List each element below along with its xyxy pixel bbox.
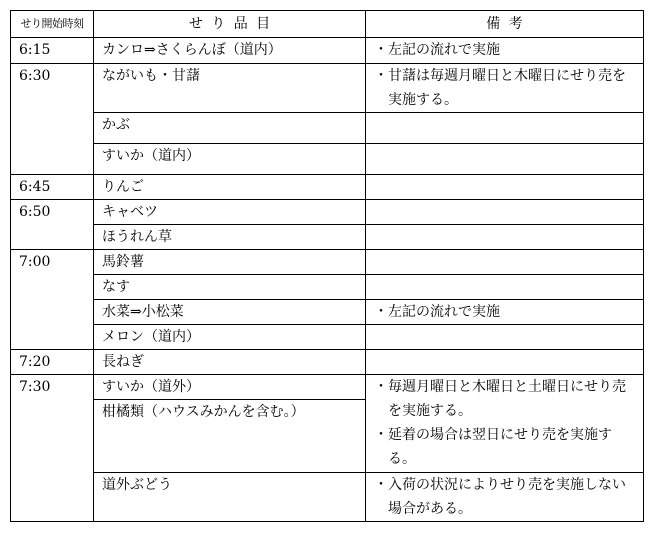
note-cell: ・ 甘藷は毎週月曜日と木曜日にせり売を実施する。 <box>366 64 644 113</box>
item-cell: ほうれん草 <box>94 225 366 250</box>
note-cell: ・ 毎週月曜日と木曜日と土曜日にせり売を実施する。 ・ 延着の場合は翌日にせり売を実施する。 <box>366 375 644 473</box>
item-cell: なす <box>94 275 366 300</box>
table-row <box>11 175 644 200</box>
item-cell: キャベツ <box>94 200 366 225</box>
item-cell: すいか（道内） <box>94 144 366 175</box>
header-row <box>11 11 644 38</box>
time-cell: 6:30 <box>11 64 94 175</box>
time-cell: 6:45 <box>11 175 94 200</box>
table-row <box>11 275 644 300</box>
time-cell: 7:30 <box>11 375 94 522</box>
note-cell: ・ 入荷の状況によりせり売を実施しない場合がある。 <box>366 473 644 522</box>
table-row <box>11 113 644 144</box>
note-cell <box>366 175 644 200</box>
note-cell <box>366 144 644 175</box>
note-cell: ・ 左記の流れで実施 <box>366 300 644 325</box>
note-cell <box>366 250 644 275</box>
table-row <box>11 300 644 325</box>
time-cell: 7:00 <box>11 250 94 350</box>
note-cell <box>366 275 644 300</box>
item-cell: カンロ⇒さくらんぼ（道内） <box>94 38 366 64</box>
item-cell: 柑橘類（ハウスみかんを含む。） <box>94 400 366 473</box>
table-row <box>11 144 644 175</box>
item-cell: メロン（道内） <box>94 325 366 350</box>
table-row <box>11 325 644 350</box>
item-cell: りんご <box>94 175 366 200</box>
time-cell: 7:20 <box>11 350 94 375</box>
table-row <box>11 38 644 64</box>
note-cell <box>366 350 644 375</box>
item-cell: すいか（道外） <box>94 375 366 400</box>
item-cell: 水菜⇒小松菜 <box>94 300 366 325</box>
item-cell: ながいも・甘藷 <box>94 64 366 113</box>
header-item: せり品目 <box>94 11 366 38</box>
note-cell <box>366 113 644 144</box>
item-cell: 長ねぎ <box>94 350 366 375</box>
table-row <box>11 200 644 225</box>
item-cell: 道外ぶどう <box>94 473 366 522</box>
table-row <box>11 225 644 250</box>
item-cell: 馬鈴薯 <box>94 250 366 275</box>
table-row <box>11 350 644 375</box>
auction-schedule-table <box>10 10 644 522</box>
time-cell: 6:50 <box>11 200 94 250</box>
note-cell <box>366 225 644 250</box>
table-row <box>11 64 644 113</box>
table-row <box>11 375 644 400</box>
time-cell: 6:15 <box>11 38 94 64</box>
item-cell: かぶ <box>94 113 366 144</box>
note-cell <box>366 200 644 225</box>
note-cell <box>366 325 644 350</box>
header-time: せり開始時刻 <box>11 11 94 38</box>
header-note: 備考 <box>366 11 644 38</box>
table-row <box>11 473 644 522</box>
table-row <box>11 250 644 275</box>
note-cell: ・ 左記の流れで実施 <box>366 38 644 64</box>
